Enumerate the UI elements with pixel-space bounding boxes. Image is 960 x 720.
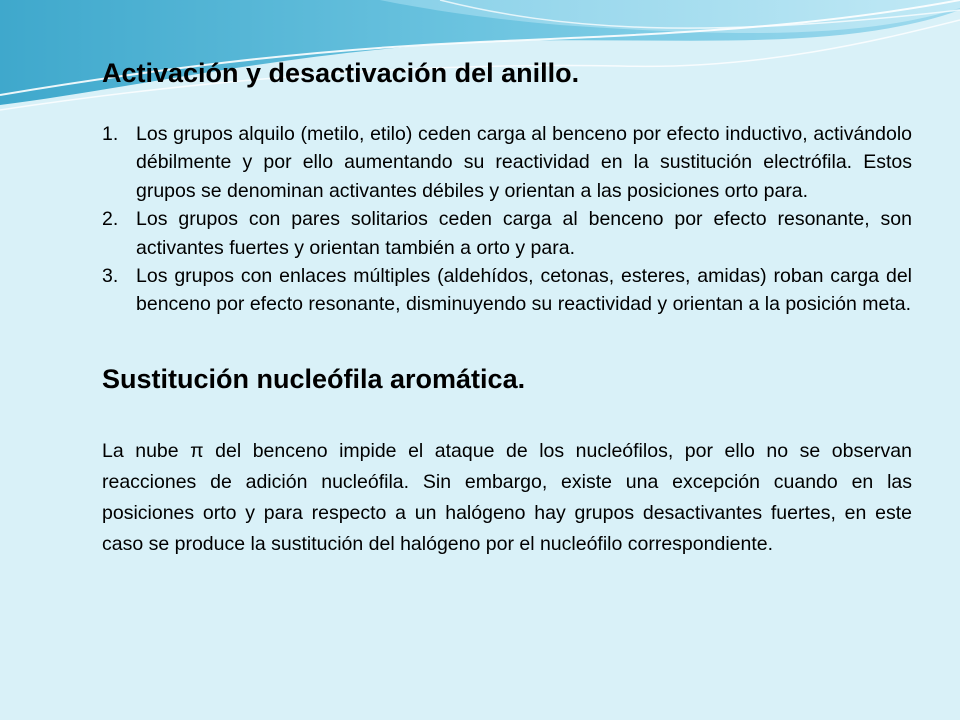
list-item-text: Los grupos con enlaces múltiples (aldehídos, cetonas, esteres, amidas) roban carga del benceno por efecto resonante, disminuyendo su reactividad y orientan a la posición meta. bbox=[136, 265, 912, 316]
list-item-text: Los grupos con pares solitarios ceden carga al benceno por efecto resonante, son activantes fuertes y orientan también a orto y para. bbox=[136, 208, 912, 259]
list-item-number: 2. bbox=[102, 208, 119, 231]
activation-list bbox=[102, 120, 912, 319]
heading-nucleophilic-substitution: Sustitución nucleófila aromática. bbox=[102, 363, 526, 394]
list-item-number: 1. bbox=[102, 123, 119, 145]
list-item bbox=[102, 120, 912, 205]
slide-content bbox=[102, 56, 912, 560]
heading-activation: Activación y desactivación del anillo. bbox=[102, 58, 580, 88]
list-item-text: Los grupos alquilo (metilo, etilo) ceden carga al benceno por efecto inductivo, activándolo débilmente y por ello aumentando su reactividad en la sustitución electrófila. Estos grupos se denominan activantes débiles y orientan a las posiciones orto para. bbox=[136, 123, 912, 202]
list-item bbox=[102, 205, 912, 262]
list-item bbox=[102, 262, 912, 319]
list-item-number: 3. bbox=[102, 265, 119, 288]
nucleophilic-paragraph: La nube π del benceno impide el ataque de los nucleófilos, por ello no se observan reacciones de adición nucleófila. Sin embargo, existe una excepción cuando en las posiciones orto y para respecto a un halógeno hay grupos desactivantes fuertes, en este caso se produce la sustitución del halógeno por el nucleófilo correspondiente. bbox=[102, 439, 912, 555]
